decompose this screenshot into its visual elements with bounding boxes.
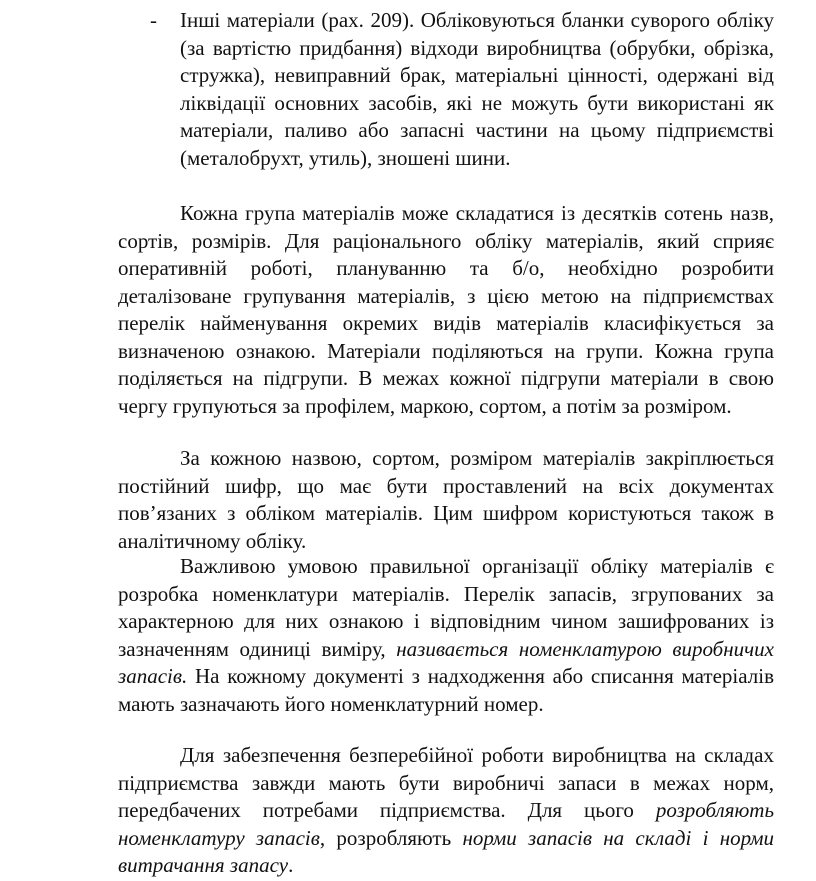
paragraph-stock-norms-text-3: .: [288, 853, 294, 877]
paragraph-nomenclature-text-2: На кожному документі з надходження або списання матеріалів мають зазначають його номенклатурний номер.: [118, 664, 774, 716]
paragraph-stock-norms-text-1: Для забезпечення безперебійної роботи виробництва на складах підприємства завжди мають бути виробничі запаси в межах норм, передбачених потребами підприємства. Для цього: [118, 743, 774, 822]
nomenclature-definition-italic: називається номенклатурою виробничих запасів.: [118, 636, 774, 688]
stock-norms-italic: норми запасів на складі і норми витрачання запасу: [118, 825, 774, 877]
stock-nomenclature-italic: розробляють номенклатуру запасів: [118, 798, 774, 850]
paragraph-material-groups: Кожна група матеріалів може складатися із десятків сотень назв, сортів, розмірів. Для раціонального обліку матеріалів, який сприяє оперативній роботі, плануванню та б/о, необхідно розробити деталізоване групування матеріалів, з цією метою на підприємствах перелік найменування окремих видів матеріалів класифікується за визначеною ознакою. Матеріали поділяються на групи. Кожна група поділяється на підгрупи. В межах кожної підгрупи матеріали в свою чергу групуються за профілем, маркою, сортом, а потім за розміром.: [118, 201, 774, 418]
paragraph-nomenclature-text-1: Важливою умовою правильної організації обліку матеріалів є розробка номенклатури матеріалів. Перелік запасів, згрупованих за характерною для них ознакою і відповідним чином зашифрованих із зазначенням одиниці виміру,: [118, 554, 774, 661]
paragraph-stock-norms-text-2: , розробляють: [319, 825, 463, 850]
paragraph-stock-norms: [118, 742, 774, 880]
bullet-item-other-materials: Інші матеріали (рах. 209). Обліковуються бланки суворого обліку (за вартістю придбання) відходи виробництва (обрубки, обрізка, стружка), невиправний брак, матеріальні цінності, одержані від ліквідації основних засобів, які не можуть бути використані як матеріали, паливо або запасні частини на цьому підприємстві (металобрухт, утиль), зношені шини.: [180, 8, 774, 170]
bullet-marker: -: [150, 8, 157, 32]
paragraph-permanent-code: За кожною назвою, сортом, розміром матеріалів закріплюється постійний шифр, що має бути проставлений на всіх документах пов’язаних з обліком матеріалів. Цим шифром користуються також в аналітичному обліку.: [118, 446, 774, 553]
paragraph-nomenclature: [118, 553, 774, 718]
